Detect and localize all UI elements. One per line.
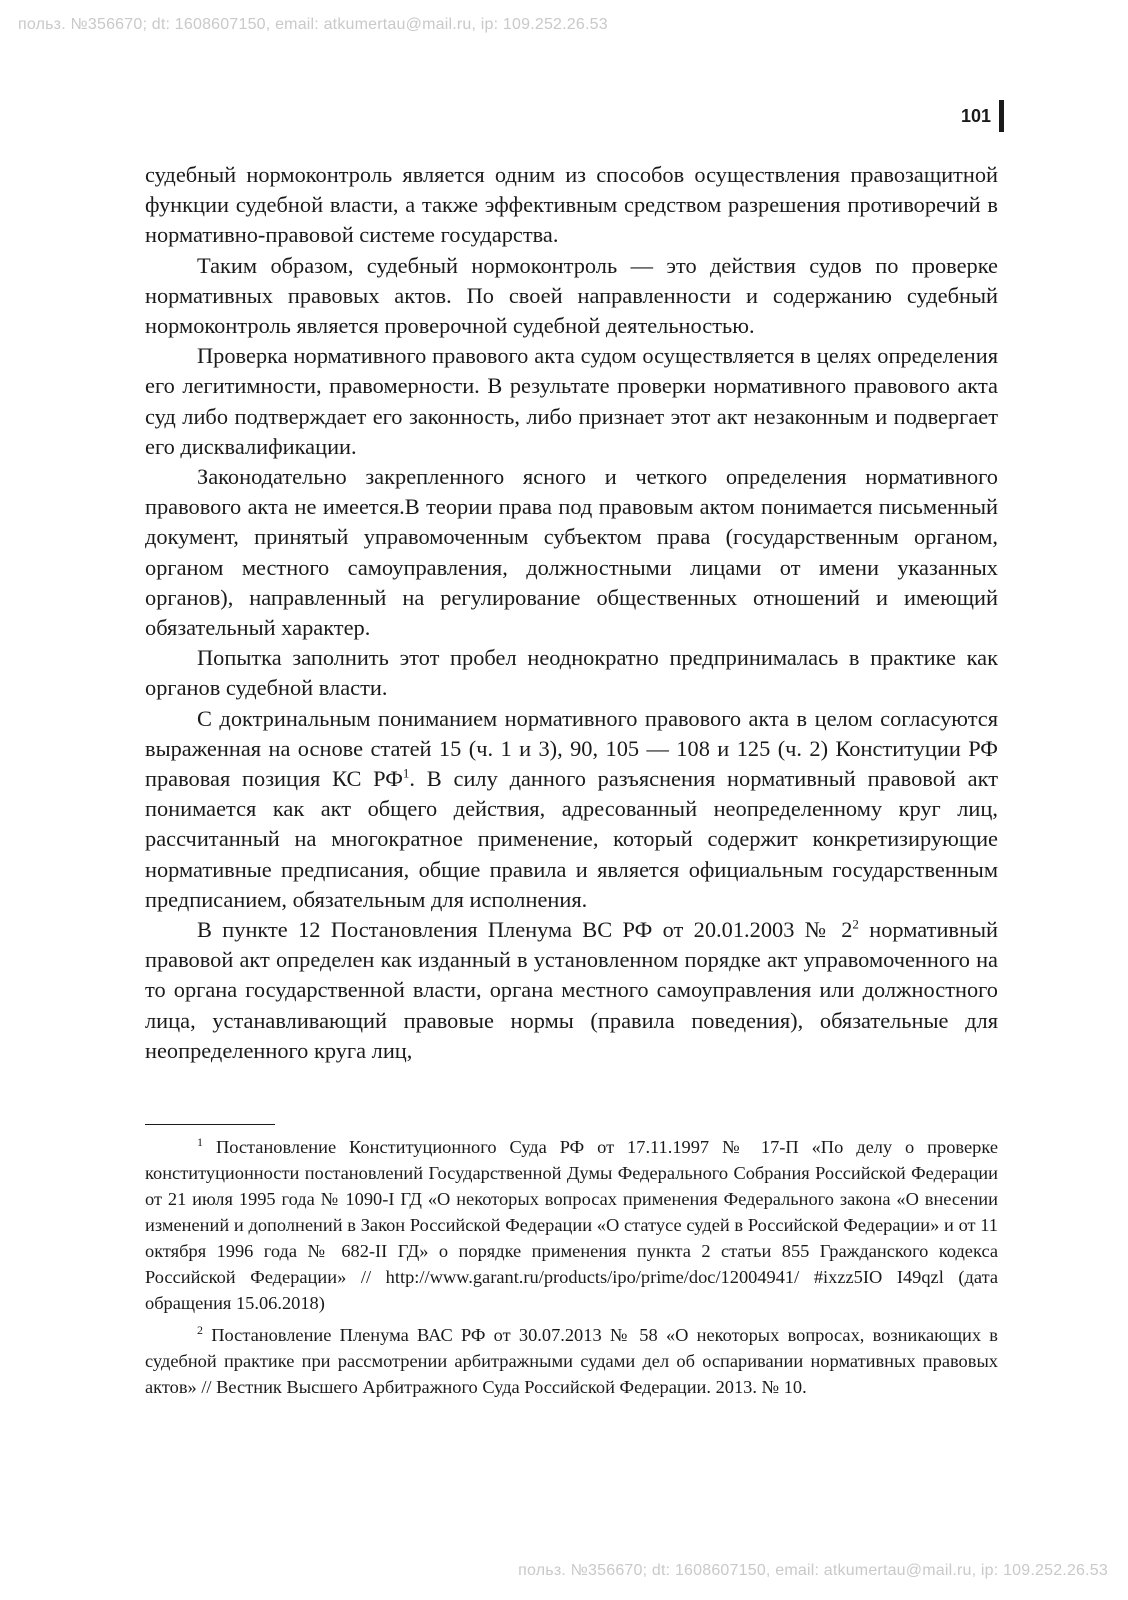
paragraph-6-text-after: . В силу данного разъяснения нормативный правовой акт понимается как акт общего действия, адресованный неопределенному круг лиц, рассчитанный на многократное применение, который содержит конкретизирующие нормативные предписания, общие правила и является официальным государственным предписанием, обязательным для исполнения. [145,766,998,912]
footnotes [145,1134,998,1406]
watermark-top: польз. №356670; dt: 1608607150, email: atkumertau@mail.ru, ip: 109.252.26.53 [18,16,608,33]
footnote-1-mark: 1 [197,1134,203,1149]
footnote-divider [145,1124,275,1125]
page-number: 101 [960,105,991,126]
paragraph-7-text-before: В пункте 12 Постановления Пленума ВС РФ от 20.01.2003 № 2 [197,917,853,943]
paragraph-1: судебный нормоконтроль является одним из способов осуществления правозащитной функции судебной власти, а также эффективным средством разрешения противоречий в нормативно-правовой системе государства. [145,162,998,248]
paragraph-2: Таким образом, судебный нормоконтроль — это действия судов по проверке нормативных правовых актов. По своей направленности и содержанию судебный нормоконтроль является проверочной судебной деятельностью. [145,252,998,339]
paragraph-6 [145,704,998,915]
footnote-2-mark: 2 [197,1322,203,1337]
paragraph-7 [145,915,998,1066]
page-header [961,100,1004,132]
footnote-1-text: Постановление Конституционного Суда РФ от 17.11.1997 № 17-П «По делу о проверке конституционности постановлений Государственной Думы Федерального Собрания Российской Федерации от 21 июля 1995 года № 1090-I ГД «О некоторых вопросах применения Федерального закона «О внесении изменений и дополнений в Закон Российской Федерации «О статусе судей в Российской Федерации» и от 11 октября 1996 года № 682-II ГД» о порядке применения пункта 2 статьи 855 Гражданского кодекса Российской Федерации» // http://www.garant.ru/products/ipo/prime/doc/12004941/ #ixzz5IO I49qzl (дата обращения 15.06.2018) [145,1137,998,1313]
page-number-bar [999,100,1004,132]
body-text [145,160,998,1066]
watermark-bottom: польз. №356670; dt: 1608607150, email: atkumertau@mail.ru, ip: 109.252.26.53 [518,1562,1108,1579]
paragraph-7-text-after: нормативный правовой акт определен как изданный в установленном порядке акт управомоченного на то органа государственной власти, органа местного самоуправления или должностного лица, устанавливающий правовые нормы (правила поведения), обязательные для неопределенного круга лиц, [145,917,999,1063]
paragraph-4: Законодательно закрепленного ясного и четкого определения нормативного правового акта не имеется.В теории права под правовым актом понимается письменный документ, принятый управомоченным субъектом права (государственным органом, органом местного самоуправления, должностными лицами от имени указанных органов), направленный на регулирование общественных отношений и имеющий обязательный характер. [145,464,998,641]
footnote-2 [145,1322,998,1400]
footnote-1 [145,1134,998,1316]
paragraph-3: Проверка нормативного правового акта судом осуществляется в целях определения его легитимности, правомерности. В результате проверки нормативного правового акта суд либо подтверждает его законность, либо признает этот акт незаконным и подвергает его дисквалификации. [145,343,998,459]
paragraph-5: Попытка заполнить этот пробел неоднократно предпринималась в практике как органов судебной власти. [145,645,998,701]
paragraph-6-text-before: С доктринальным пониманием нормативного правового акта в целом согласуются выраженная на основе статей 15 (ч. 1 и 3), 90, 105 — 108 и 125 (ч. 2) Конституции РФ правовая позиция КС РФ [145,705,998,792]
footnote-ref-2: 2 [852,916,859,932]
footnote-ref-1: 1 [402,765,410,781]
footnote-2-text: Постановление Пленума ВАС РФ от 30.07.2013 № 58 «О некоторых вопросах, возникающих в судебной практике при рассмотрении арбитражными судами дел об оспаривании нормативных правовых актов» // Вестник Высшего Арбитражного Суда Российской Федерации. 2013. № 10. [145,1325,998,1397]
